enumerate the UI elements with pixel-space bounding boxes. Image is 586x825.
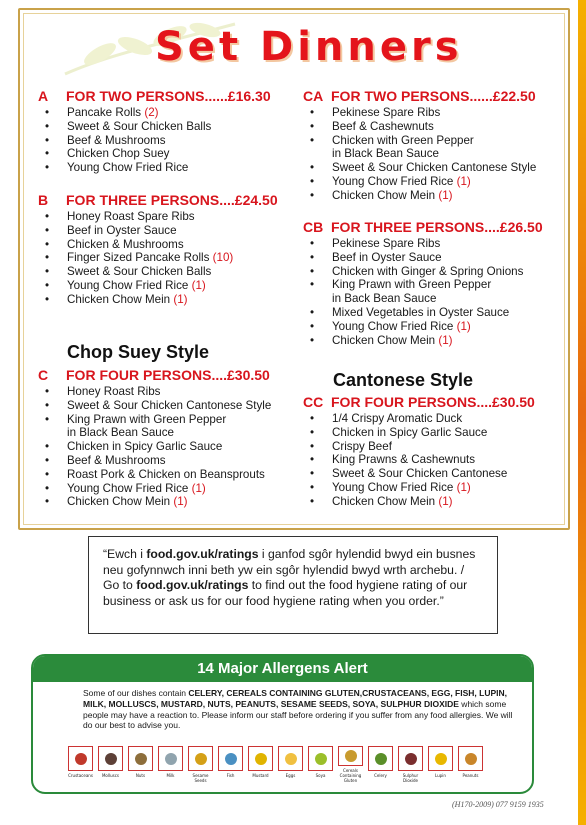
menu-item-quantity: (1)	[438, 494, 453, 508]
allergen-icon-tile	[247, 746, 274, 783]
menu-item-name: Sweet & Sour Chicken Balls	[67, 119, 212, 133]
menu-item	[303, 481, 535, 495]
hygiene-link: food.gov.uk/ratings	[136, 578, 249, 592]
menu-item-name: Chicken in Spicy Garlic Sauce	[332, 425, 488, 439]
menu-item-name: Chicken Chow Mein	[67, 292, 171, 306]
menu-item-name: Chicken Chow Mein	[67, 495, 171, 509]
menu-item-name: Beef & Mushrooms	[67, 133, 166, 147]
menu-item-name: Chicken Chow Mein	[332, 333, 436, 347]
menu-item	[303, 175, 536, 189]
menu-item	[303, 495, 535, 509]
mustard-icon	[248, 746, 273, 771]
allergen-label: Cereals Containing Gluten	[339, 768, 362, 783]
menu-item-name: Finger Sized Pancake Rolls	[67, 251, 210, 265]
menu-item	[38, 293, 278, 307]
set-heading: CA FOR TWO PERSONS......£22.50	[303, 88, 536, 104]
menu-item-quantity: (10)	[212, 251, 234, 265]
menu-item-name: Beef in Oyster Sauce	[67, 223, 177, 237]
menu-item-quantity: (1)	[191, 278, 206, 292]
menu-item-name: Roast Pork & Chicken on Beansprouts	[67, 467, 265, 481]
allergen-icon-tile	[397, 746, 424, 783]
menu-item-name: Chicken Chop Suey	[67, 147, 170, 161]
celery-icon	[368, 746, 393, 771]
allergen-label: Crustaceans	[68, 773, 93, 778]
menu-item	[303, 412, 535, 426]
allergen-icon-tile	[187, 746, 214, 783]
menu-item	[303, 251, 543, 265]
menu-item	[38, 238, 278, 252]
soya-icon	[308, 746, 333, 771]
chop-suey-style-heading: Chop Suey Style	[67, 342, 210, 362]
menu-item-name: Chicken Chow Mein	[332, 188, 436, 202]
peanuts-icon	[458, 746, 483, 771]
set-cb-items	[303, 237, 543, 347]
menu-item-name: Pancake Rolls	[67, 106, 142, 119]
set-heading: CC FOR FOUR PERSONS....£30.50	[303, 394, 535, 410]
menu-item-name: 1/4 Crispy Aromatic Duck	[332, 412, 463, 425]
menu-item-name: Beef & Cashewnuts	[332, 119, 434, 133]
menu-item	[303, 320, 543, 334]
menu-item	[303, 278, 543, 292]
menu-item-name: Sweet & Sour Chicken Balls	[67, 265, 212, 279]
menu-item	[38, 399, 271, 413]
allergen-label: Celery	[374, 773, 387, 778]
set-heading: A FOR TWO PERSONS......£16.30	[38, 88, 271, 104]
milk-icon	[158, 746, 183, 771]
allergen-icon-tile	[307, 746, 334, 783]
allergen-label: Molluscs	[101, 773, 120, 778]
menu-item	[38, 495, 271, 509]
set-heading: CB FOR THREE PERSONS....£26.50	[303, 219, 543, 235]
eggs-icon	[278, 746, 303, 771]
menu-item	[303, 265, 543, 279]
set-heading: B FOR THREE PERSONS....£24.50	[38, 192, 278, 208]
menu-item-name: Pekinese Spare Ribs	[332, 237, 441, 250]
menu-item-name: Crispy Beef	[332, 439, 392, 453]
menu-item-quantity: (1)	[456, 480, 471, 494]
menu-item	[303, 106, 536, 120]
allergen-text: Some of our dishes contain CELERY, CEREALS CONTAINING GLUTEN,CRUSTACEANS, EGG, FISH, LUPIN, MILK, MOLLUSCS, MUSTARD, NUTS, PEANUTS, SESAME SEEDS, SOYA, SULPHUR DIOXIDE which some people may have a reaction to. Please inform our staff before ordering if you suffer from any food allergies. We will do our best to advise you.	[83, 688, 513, 731]
set-ca	[303, 88, 536, 203]
cereals-icon	[338, 746, 363, 766]
menu-item	[38, 440, 271, 454]
menu-item-name: Sweet & Sour Chicken Cantonese Style	[67, 398, 272, 412]
allergen-label: Soya	[315, 773, 326, 778]
set-b	[38, 192, 278, 307]
menu-item-name: Young Chow Fried Rice	[332, 174, 454, 188]
menu-item-name: Beef in Oyster Sauce	[332, 250, 442, 264]
allergen-icon-tile	[337, 746, 364, 783]
sulphur-dioxide-icon	[398, 746, 423, 771]
molluscs-icon	[98, 746, 123, 771]
set-ca-items	[303, 106, 536, 203]
allergen-label: Mustard	[252, 773, 269, 778]
sesame-seeds-icon	[188, 746, 213, 771]
menu-item	[38, 426, 271, 440]
menu-item	[38, 210, 278, 224]
menu-item-quantity: (1)	[456, 174, 471, 188]
menu-item-name: Sweet & Sour Chicken Cantonese Style	[332, 161, 537, 175]
menu-item	[303, 120, 536, 134]
menu-item-name: King Prawn with Green Pepper	[332, 278, 492, 292]
set-c-items	[38, 385, 271, 509]
menu-item-name: Pekinese Spare Ribs	[332, 106, 441, 119]
menu-item	[303, 306, 543, 320]
menu-item	[303, 189, 536, 203]
menu-item-name: Chicken & Mushrooms	[67, 237, 184, 251]
hygiene-rating-notice: “Ewch i food.gov.uk/ratings i ganfod sgôr hylendid bwyd ein busnes neu gofynnwch inni beth yw ein sgôr hylendid bwyd wrth archebu. / Go to food.gov.uk/ratings to find out the food hygiene rating of our business or ask us for our food hygiene rating when you order.”	[88, 536, 498, 634]
menu-item-quantity: (1)	[173, 495, 188, 509]
page-edge-strip	[578, 0, 586, 825]
menu-item-name: Young Chow Fried Rice	[332, 480, 454, 494]
menu-item	[303, 453, 535, 467]
allergen-icon-tile	[277, 746, 304, 783]
menu-item	[303, 467, 535, 481]
set-cc-items	[303, 412, 535, 509]
allergen-icon-tile	[427, 746, 454, 783]
menu-item-quantity: (1)	[438, 333, 453, 347]
menu-item-name: in Black Bean Sauce	[67, 426, 174, 440]
allergen-label: Nuts	[135, 773, 146, 778]
menu-item-name: Honey Roast Ribs	[67, 385, 161, 398]
menu-item	[38, 468, 271, 482]
menu-item-name: Mixed Vegetables in Oyster Sauce	[332, 305, 510, 319]
menu-item-name: Young Chow Fried Rice	[67, 161, 189, 175]
menu-item-name: Chicken in Spicy Garlic Sauce	[67, 440, 223, 454]
set-cb	[303, 219, 543, 347]
allergen-icon-tile	[217, 746, 244, 783]
menu-item-quantity: (1)	[456, 319, 471, 333]
menu-item-name: in Back Bean Sauce	[332, 292, 437, 306]
menu-item	[38, 454, 271, 468]
menu-item-quantity: (2)	[144, 106, 159, 119]
menu-item	[303, 161, 536, 175]
set-cc	[303, 394, 535, 509]
menu-item-name: Young Chow Fried Rice	[67, 481, 189, 495]
menu-item-name: Young Chow Fried Rice	[332, 319, 454, 333]
set-a-items	[38, 106, 271, 175]
menu-item	[38, 224, 278, 238]
allergen-label: Peanuts	[462, 773, 479, 778]
set-heading: C FOR FOUR PERSONS....£30.50	[38, 367, 270, 383]
allergen-label: Fish	[226, 773, 235, 778]
allergen-label: Sesame Seeds	[192, 773, 209, 783]
menu-item	[38, 413, 271, 427]
menu-item-quantity: (1)	[173, 292, 188, 306]
menu-item-quantity: (1)	[191, 481, 206, 495]
menu-item	[38, 385, 271, 399]
set-b-items	[38, 210, 278, 307]
allergen-icon-tile	[457, 746, 484, 783]
reference-number: (H170-2009) 077 9159 1935	[452, 800, 544, 809]
set-c	[38, 367, 271, 509]
allergen-icon-tile	[127, 746, 154, 783]
fish-icon	[218, 746, 243, 771]
menu-item	[303, 292, 543, 306]
menu-item	[38, 161, 271, 175]
lupin-icon	[428, 746, 453, 771]
menu-item	[38, 134, 271, 148]
menu-item-name: Young Chow Fried Rice	[67, 278, 189, 292]
allergen-label: Sulphur Dioxide	[402, 773, 419, 783]
menu-item	[303, 426, 535, 440]
hygiene-link: food.gov.uk/ratings	[146, 547, 259, 561]
allergen-icon-tile	[367, 746, 394, 783]
menu-item	[38, 482, 271, 496]
menu-item	[303, 440, 535, 454]
menu-item	[303, 334, 543, 348]
allergen-label: Lupin	[435, 773, 446, 778]
menu-item	[38, 120, 271, 134]
menu-item-name: Chicken with Ginger & Spring Onions	[332, 264, 524, 278]
menu-item	[303, 147, 536, 161]
menu-item-name: Chicken with Green Pepper	[332, 133, 474, 147]
page-title: Set Dinners	[155, 24, 463, 70]
menu-item-name: King Prawn with Green Pepper	[67, 412, 227, 426]
cantonese-style-heading: Cantonese Style	[333, 370, 474, 390]
menu-item-name: Sweet & Sour Chicken Cantonese	[332, 467, 508, 481]
menu-item-name: King Prawns & Cashewnuts	[332, 453, 476, 467]
allergen-icon-tile	[157, 746, 184, 783]
menu-item	[38, 106, 271, 120]
menu-item	[38, 265, 278, 279]
menu-item	[38, 251, 278, 265]
allergen-alert-box	[31, 654, 534, 794]
allergen-icon-tile	[97, 746, 124, 783]
menu-item-name: Beef & Mushrooms	[67, 453, 166, 467]
allergen-icon-tile	[67, 746, 94, 783]
allergen-label: Eggs	[285, 773, 296, 778]
set-a	[38, 88, 271, 175]
menu-item-name: in Black Bean Sauce	[332, 147, 439, 161]
allergen-label: Milk	[166, 773, 175, 778]
menu-item	[303, 237, 543, 251]
allergen-icons-row	[67, 746, 484, 783]
nuts-icon	[128, 746, 153, 771]
menu-item	[303, 134, 536, 148]
menu-item-quantity: (1)	[438, 188, 453, 202]
crustaceans-icon	[68, 746, 93, 771]
allergen-heading: 14 Major Allergens Alert	[33, 656, 532, 682]
menu-item	[38, 147, 271, 161]
menu-item-name: Chicken Chow Mein	[332, 494, 436, 508]
menu-item-name: Honey Roast Spare Ribs	[67, 210, 195, 223]
menu-item	[38, 279, 278, 293]
